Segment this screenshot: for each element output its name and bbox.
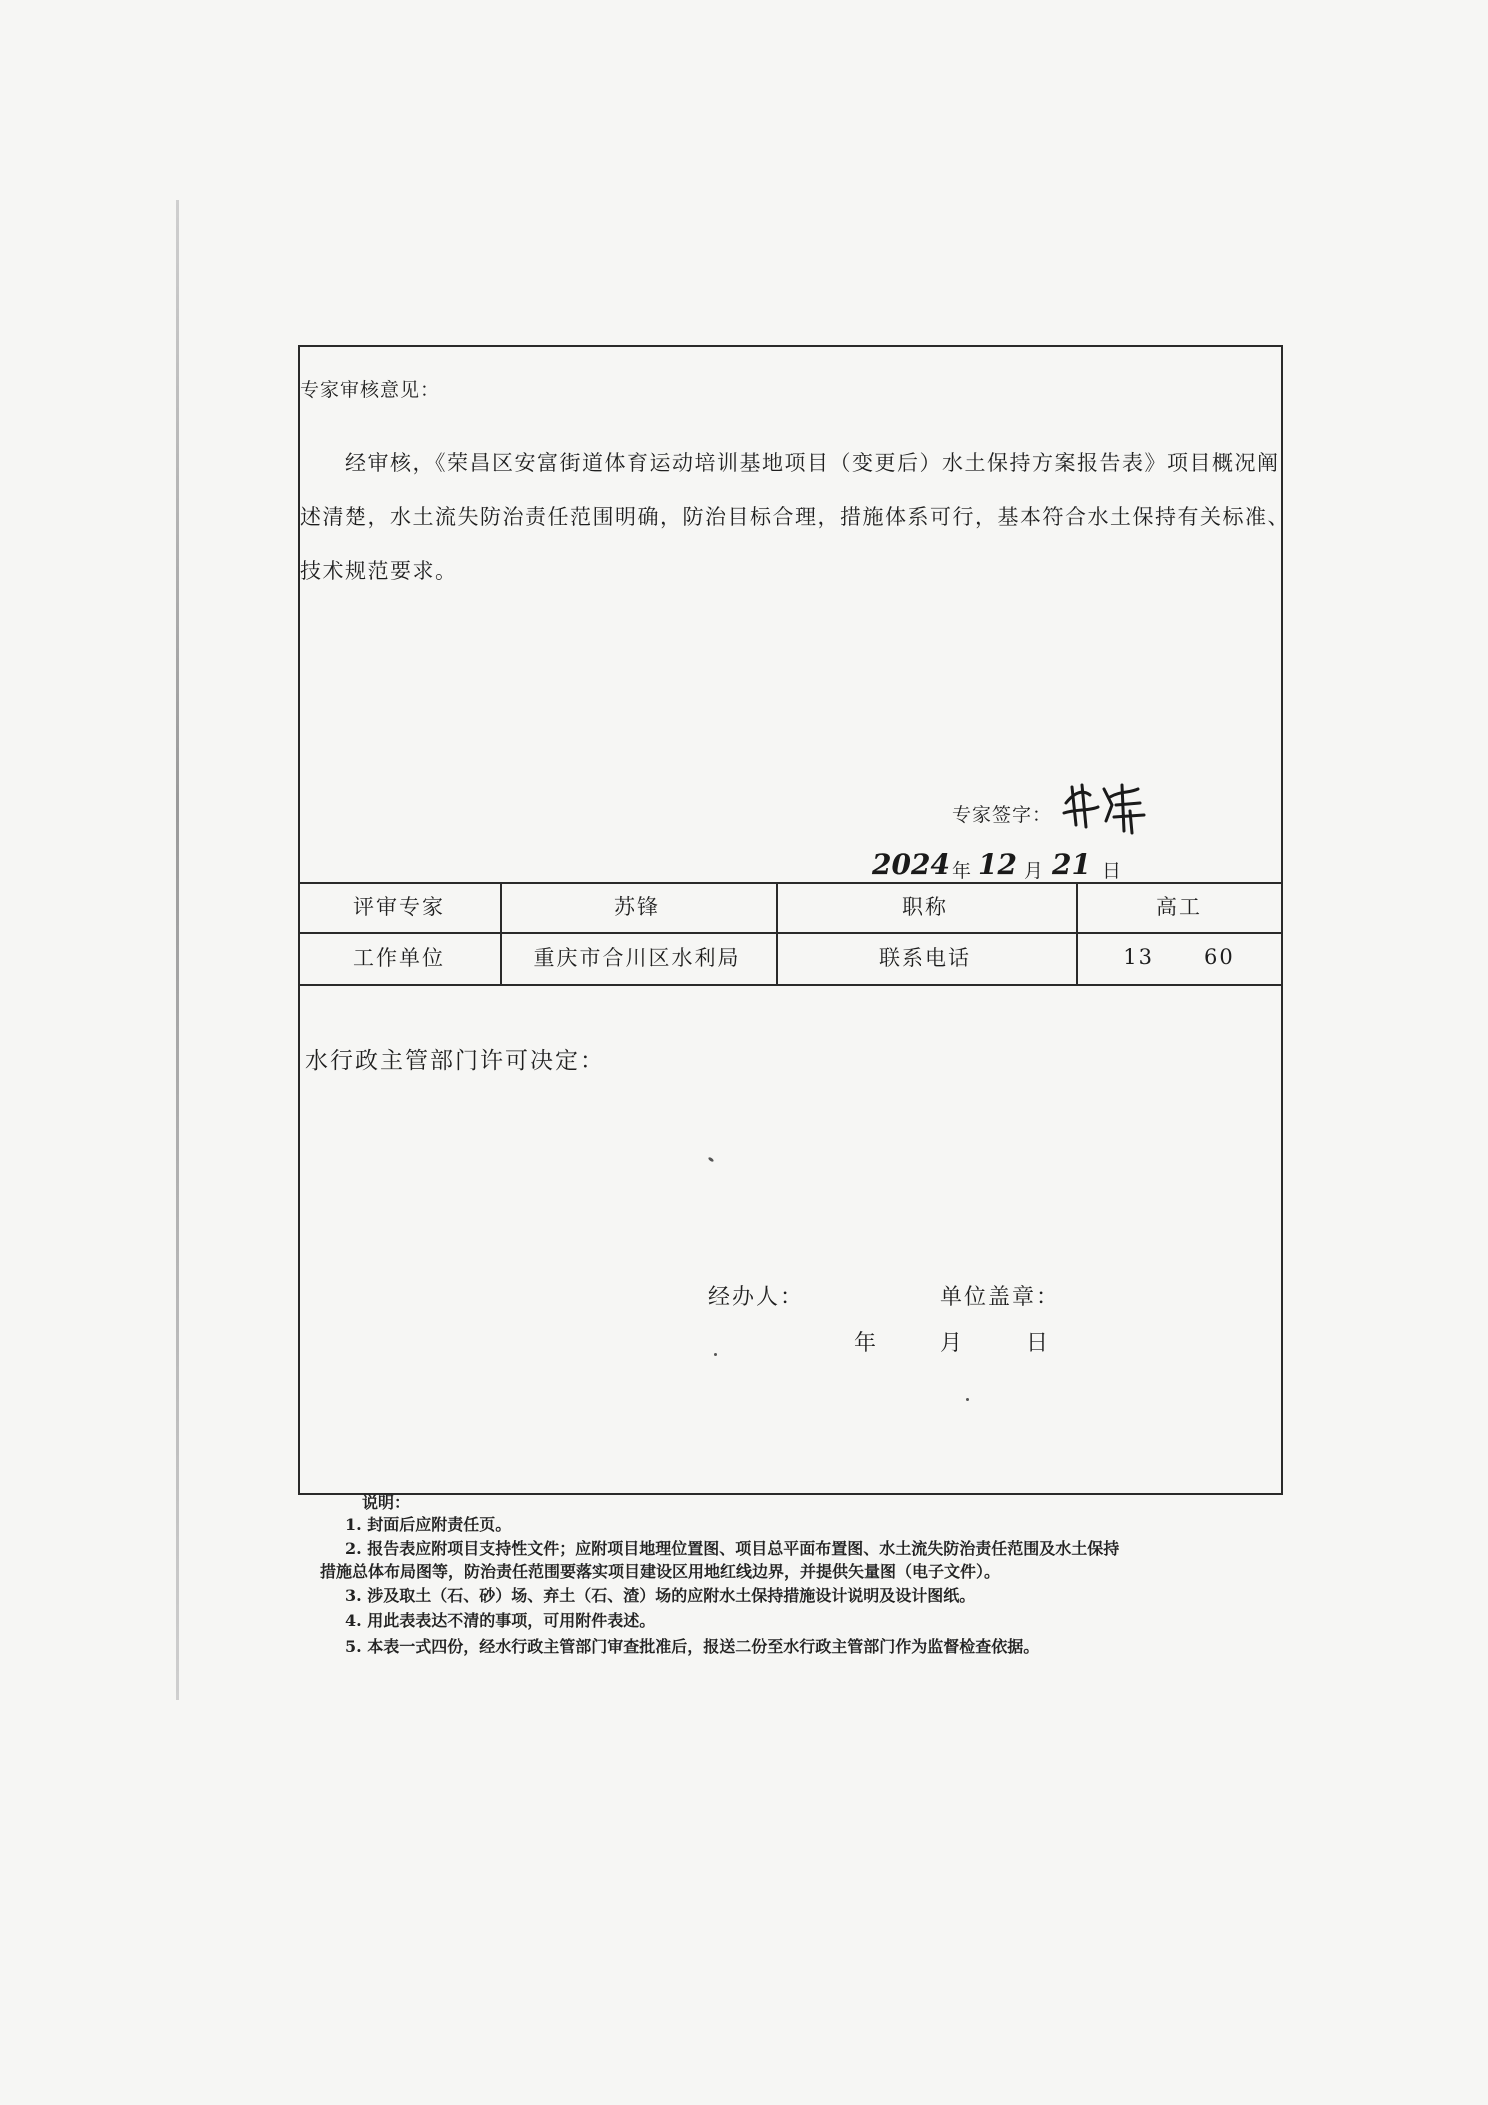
date-month-handwritten: 12: [978, 848, 1017, 881]
cell-employer-value: 重庆市合川区水利局: [533, 946, 741, 970]
note-item: 措施总体布局图等，防治责任范围要落实项目建设区用地红线边界，并提供矢量图（电子文件）。: [320, 1562, 1001, 1581]
cell-employer-label: 工作单位: [353, 946, 445, 970]
cell-reviewer-name: 苏锋: [614, 895, 660, 919]
decision-day-label: 日: [1026, 1331, 1049, 1356]
table-bottom-line: [300, 984, 1281, 986]
date-year-handwritten: 2024: [872, 848, 950, 881]
review-text-line-3: 技术规范要求。: [300, 559, 458, 583]
scan-speck: [966, 1398, 969, 1401]
cell-title-label: 职称: [902, 895, 948, 919]
date-month-label: 月: [1024, 860, 1045, 882]
expert-review-heading: 专家审核意见：: [300, 379, 441, 401]
cell-title-value: 高工: [1156, 895, 1202, 919]
signature-label: 专家签字：: [952, 804, 1053, 826]
note-item: 4. 用此表表达不清的事项，可用附件表述。: [345, 1611, 656, 1630]
date-day-label: 日: [1102, 860, 1123, 882]
review-text-line-1: 经审核，《荣昌区安富街道体育运动培训基地项目（变更后）水土保持方案报告表》项目概况阐: [345, 451, 1280, 475]
cell-phone-label: 联系电话: [879, 946, 971, 970]
review-text-line-2: 述清楚，水土流失防治责任范围明确，防治目标合理，措施体系可行，基本符合水土保持有关标准、: [300, 505, 1290, 529]
note-item: 3. 涉及取土（石、砂）场、弃土（石、渣）场的应附水土保持措施设计说明及设计图纸。: [345, 1586, 976, 1605]
seal-label: 单位盖章：: [940, 1285, 1061, 1310]
cell-reviewer-label: 评审专家: [353, 895, 445, 919]
note-item: 2. 报告表应附项目支持性文件；应附项目地理位置图、项目总平面布置图、水土流失防治责任范围及水土保持: [345, 1539, 1120, 1558]
handler-label: 经办人：: [708, 1285, 805, 1310]
date-year-label: 年: [952, 860, 973, 882]
notes-title: 说明：: [362, 1493, 411, 1512]
note-item: 1. 封面后应附责任页。: [345, 1515, 512, 1534]
note-item: 5. 本表一式四份，经水行政主管部门审查批准后，报送二份至水行政主管部门作为监督检查依据。: [345, 1637, 1040, 1656]
cell-phone-value: 13 60: [1123, 945, 1235, 969]
scan-speck: [714, 1353, 717, 1356]
decision-heading: 水行政主管部门许可决定：: [305, 1048, 605, 1074]
handwritten-signature: [1060, 775, 1150, 835]
date-day-handwritten: 21: [1052, 848, 1091, 881]
decision-year-label: 年: [854, 1331, 877, 1356]
decision-month-label: 月: [940, 1331, 963, 1356]
